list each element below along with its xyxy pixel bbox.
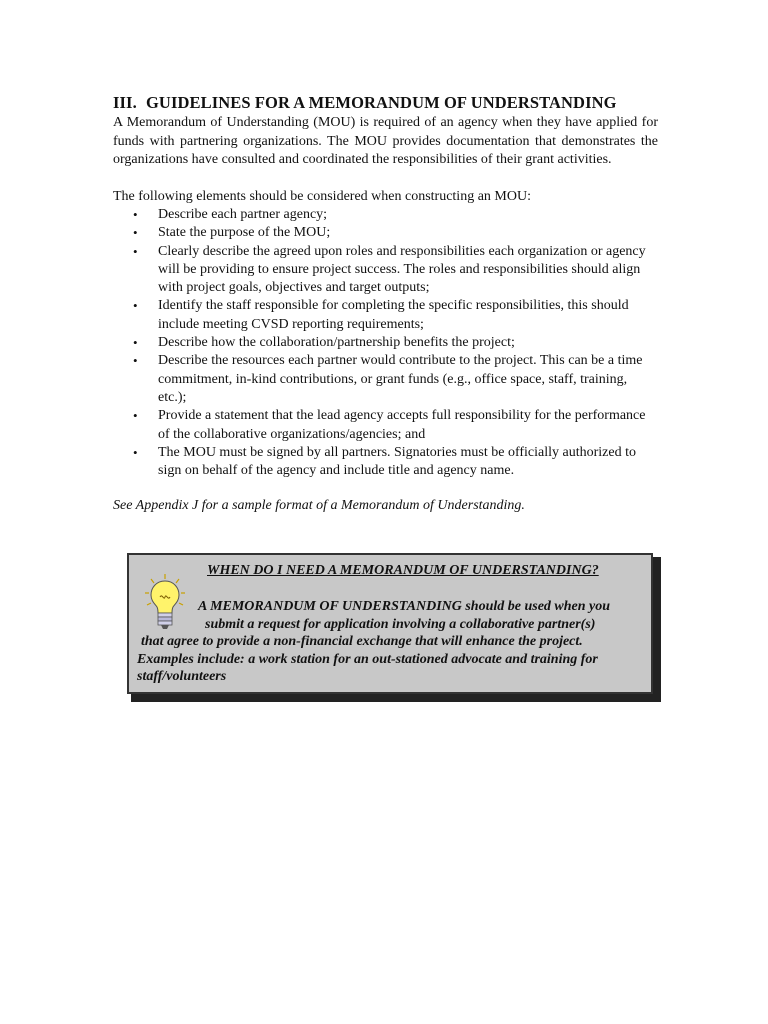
document-page (113, 92, 658, 516)
bullet-icon: • (133, 335, 138, 351)
section-number: III. (113, 93, 137, 112)
section-heading (113, 92, 658, 114)
section-title: GUIDELINES FOR A MEMORANDUM OF UNDERSTANDING (146, 93, 617, 112)
intro-paragraph: A Memorandum of Understanding (MOU) is required of an agency when they have applied for funds with partnering organizations. The MOU provides documentation that demonstrates the organizations have consulted and coordinated the responsibilities of their grant activities. (113, 115, 658, 167)
list-item (113, 444, 658, 481)
list-item-text: Clearly describe the agreed upon roles and responsibilities each organization or agency will be providing to ensure project success. The roles and responsibilities should align with project goals, objectives and target outputs; (158, 243, 646, 296)
bullet-icon: • (133, 298, 138, 314)
list-item-text: State the purpose of the MOU; (158, 225, 331, 241)
callout-line: Examples include: a work station for an out-stationed advocate and training for staff/volunteers (137, 651, 598, 684)
list-item-text: Describe how the collaboration/partnership benefits the project; (158, 335, 515, 351)
list-item-text: The MOU must be signed by all partners. Signatories must be officially authorized to sign on behalf of the agency and include title and agency name. (158, 444, 636, 479)
list-item-text: Identify the staff responsible for completing the specific responsibilities, this should include meeting CVSD reporting requirements; (158, 298, 629, 332)
bullet-icon: • (133, 444, 138, 460)
bullet-icon: • (133, 225, 138, 241)
list-item-text: Describe each partner agency; (158, 207, 328, 222)
list-item (113, 243, 658, 298)
list-item (113, 334, 658, 352)
list-item (113, 224, 658, 242)
bullet-icon: • (133, 408, 138, 424)
callout-title: WHEN DO I NEED A MEMORANDUM OF UNDERSTANDING? (207, 563, 599, 578)
callout-line: that agree to provide a non-financial exchange that will enhance the project. (141, 634, 583, 649)
list-item (113, 297, 658, 334)
bullet-icon: • (133, 207, 138, 222)
elements-list (113, 206, 658, 480)
list-item (113, 206, 658, 224)
elements-intro: The following elements should be considered when constructing an MOU: (113, 188, 531, 204)
callout-line: A MEMORANDUM OF UNDERSTANDING should be used when you (198, 599, 611, 614)
bullet-icon: • (133, 243, 138, 259)
callout-text (137, 598, 647, 686)
callout-box (127, 553, 653, 694)
appendix-note: See Appendix J for a sample format of a Memorandum of Understanding. (113, 498, 525, 514)
list-item (113, 352, 658, 407)
bullet-icon: • (133, 353, 138, 369)
list-item (113, 407, 658, 444)
callout-line: submit a request for application involving a collaborative partner(s) (205, 616, 596, 632)
list-item-text: Provide a statement that the lead agency accepts full responsibility for the performance of the collaborative organizations/agencies; and (158, 408, 646, 442)
list-item-text: Describe the resources each partner would contribute to the project. This can be a time commitment, in-kind contributions, or grant funds (e.g., office space, staff, training, etc.); (158, 353, 643, 405)
